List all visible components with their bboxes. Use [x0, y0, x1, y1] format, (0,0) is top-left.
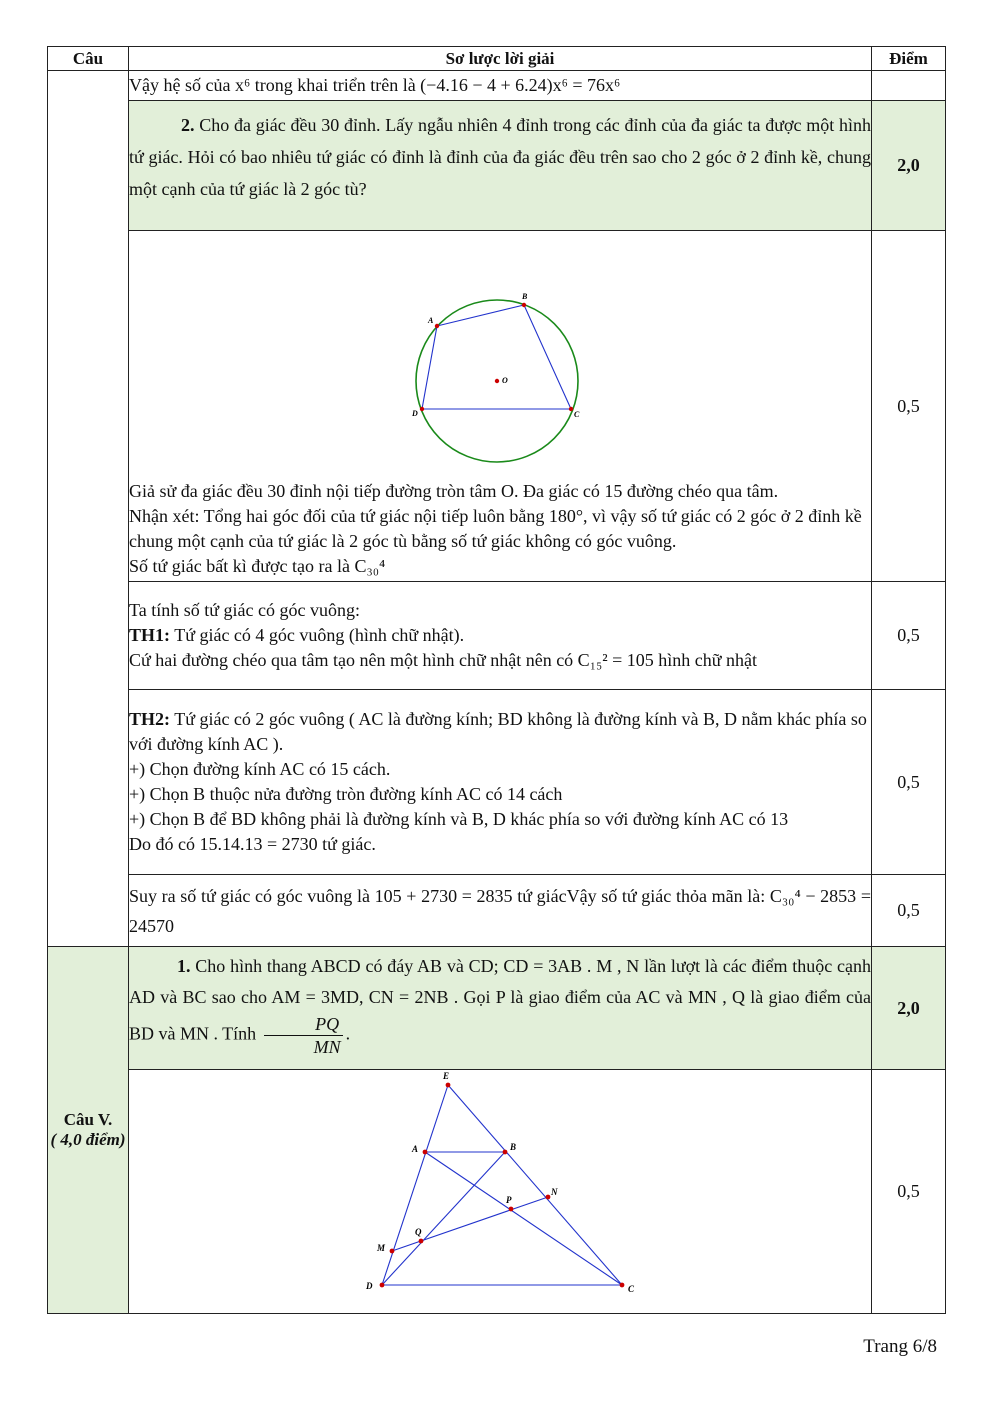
frac-denominator: MN	[313, 1037, 341, 1057]
label-c: C	[574, 410, 580, 419]
label-o: O	[502, 376, 508, 385]
label-d: D	[412, 409, 418, 418]
trapezoid-diagram	[350, 1070, 650, 1306]
step2-line1: Ta tính số tứ giác có góc vuông:	[129, 600, 360, 620]
point-o	[495, 379, 499, 383]
cau5-points: ( 4,0 điểm)	[50, 1130, 126, 1149]
step2-row	[48, 582, 946, 690]
step3-line3: +) Chọn B thuộc nửa đường tròn đường kính AC có 14 cách	[129, 784, 563, 804]
step2-score: 0,5	[872, 582, 946, 690]
label-d2: D	[366, 1281, 373, 1291]
point-p	[509, 1207, 514, 1212]
step1-line3: Số tứ giác bất kì được tạo ra là C₃₀⁴	[129, 556, 386, 576]
step3-line4: +) Chọn B để BD không phải là đường kính và B, D khác phía so với đường kính AC có 13	[129, 809, 789, 829]
step3-line5: Do đó có 15.14.13 = 2730 tứ giác.	[129, 834, 376, 854]
label-c2: C	[628, 1284, 635, 1294]
problem2-text: Cho đa giác đều 30 đỉnh. Lấy ngẫu nhiên 4 đỉnh trong các đỉnh của đa giác ta được một hình tứ giác. Hỏi có bao nhiêu tứ giác có đỉnh là đỉnh của đa giác đều trên sao cho 2 góc ở 2 đỉnh kề, chung một cạnh của tứ giác là 2 góc tù?	[129, 115, 871, 199]
cau5-label: Câu V.	[63, 1110, 113, 1129]
step4-line1: Suy ra số tứ giác có góc vuông là 105 + 2730 = 2835 tứ giácVậy số tứ giác thỏa mãn là: C₃₀⁴ − 2853 = 24570	[129, 885, 871, 936]
point-d	[420, 407, 424, 411]
header-cau: Câu	[48, 47, 129, 71]
label-p: P	[506, 1195, 512, 1205]
label-b2: B	[510, 1142, 517, 1152]
point-c2	[620, 1283, 625, 1288]
trapezoid-figure	[129, 1070, 871, 1313]
quadrilateral-abcd	[422, 305, 571, 409]
cau5-cell	[48, 947, 129, 1314]
label-n: N	[551, 1187, 558, 1197]
problem2-row	[48, 101, 946, 231]
step3-line2: +) Chọn đường kính AC có 15 cách.	[129, 759, 391, 779]
point-d2	[380, 1283, 385, 1288]
label-a: A	[428, 316, 434, 325]
fig2-cell	[129, 1070, 872, 1314]
th1-label: TH1:	[129, 625, 171, 645]
step1-line2: Nhận xét: Tổng hai góc đối của tứ giác nội tiếp luôn bằng 180°, vì vậy số tứ giác có 2 góc ở 2 đỉnh kề chung một cạnh của tứ giác là 2 góc tù bằng số tứ giác không có góc vuông.	[129, 506, 862, 551]
cau5-row	[48, 947, 946, 1070]
cau-empty-cell	[48, 71, 129, 947]
point-q	[419, 1239, 424, 1244]
circle-figure	[129, 288, 871, 475]
cau5-text: Cho hình thang ABCD có đáy AB và CD; CD = 3AB . M , N lần lượt là các điểm thuộc cạnh AD và BC sao cho AM = 3MD, CN = 2NB . Gọi P là giao điểm của AC và MN , Q là giao điểm của BD và MN . Tính	[129, 956, 871, 1044]
cau5-num: 1.	[177, 956, 191, 976]
header-row	[48, 47, 946, 71]
point-b	[522, 303, 526, 307]
label-b: B	[522, 292, 528, 301]
step1-score: 0,5	[872, 231, 946, 582]
step4-cell	[129, 875, 872, 947]
step3-cell	[129, 690, 872, 875]
th1-text: Tứ giác có 4 góc vuông (hình chữ nhật).	[174, 625, 465, 645]
label-m: M	[377, 1243, 386, 1253]
problem2-cell	[129, 101, 872, 231]
point-a2	[423, 1150, 428, 1155]
pq-over-mn-fraction	[264, 1013, 343, 1058]
fig2-score: 0,5	[872, 1070, 946, 1314]
cau5-problem-cell	[129, 947, 872, 1070]
point-n	[546, 1195, 551, 1200]
step4-row	[48, 875, 946, 947]
th2-label: TH2:	[129, 709, 171, 729]
label-q: Q	[415, 1227, 422, 1237]
header-score: Điểm	[872, 47, 946, 71]
point-b2	[503, 1150, 508, 1155]
step2-cell	[129, 582, 872, 690]
coef-score-empty	[872, 71, 946, 101]
cau5-score: 2,0	[872, 947, 946, 1070]
step1-line1: Giả sử đa giác đều 30 đỉnh nội tiếp đường tròn tâm O. Đa giác có 15 đường chéo qua tâm.	[129, 481, 779, 501]
fig2-row	[48, 1070, 946, 1314]
solution-table	[47, 46, 946, 1314]
step3-score: 0,5	[872, 690, 946, 875]
header-solution: Sơ lược lời giải	[129, 47, 872, 71]
problem2-score: 2,0	[872, 101, 946, 231]
step2-line3: Cứ hai đường chéo qua tâm tạo nên một hình chữ nhật nên có C₁₅² = 105 hình chữ nhật	[129, 650, 758, 670]
point-c	[569, 407, 573, 411]
th2-text: Tứ giác có 2 góc vuông ( AC là đường kính; BD không là đường kính và B, D nằm khác phía so với đường kính AC ).	[129, 709, 867, 754]
label-e: E	[443, 1071, 450, 1081]
step4-score: 0,5	[872, 875, 946, 947]
cau5-text-after: .	[345, 1023, 351, 1044]
label-a2: A	[412, 1144, 419, 1154]
step1-row	[48, 231, 946, 582]
point-a	[435, 324, 439, 328]
point-e	[446, 1083, 451, 1088]
coef-row	[48, 71, 946, 101]
page-number: Trang 6/8	[863, 1336, 937, 1357]
step1-cell	[129, 231, 872, 582]
problem2-num: 2.	[181, 115, 195, 135]
frac-numerator: PQ	[264, 1013, 343, 1036]
circle-quadrilateral-diagram	[410, 288, 590, 468]
coef-text: Vậy hệ số của x⁶ trong khai triển trên là (−4.16 − 4 + 6.24)x⁶ = 76x⁶	[129, 71, 872, 101]
step3-row	[48, 690, 946, 875]
point-m	[390, 1249, 395, 1254]
